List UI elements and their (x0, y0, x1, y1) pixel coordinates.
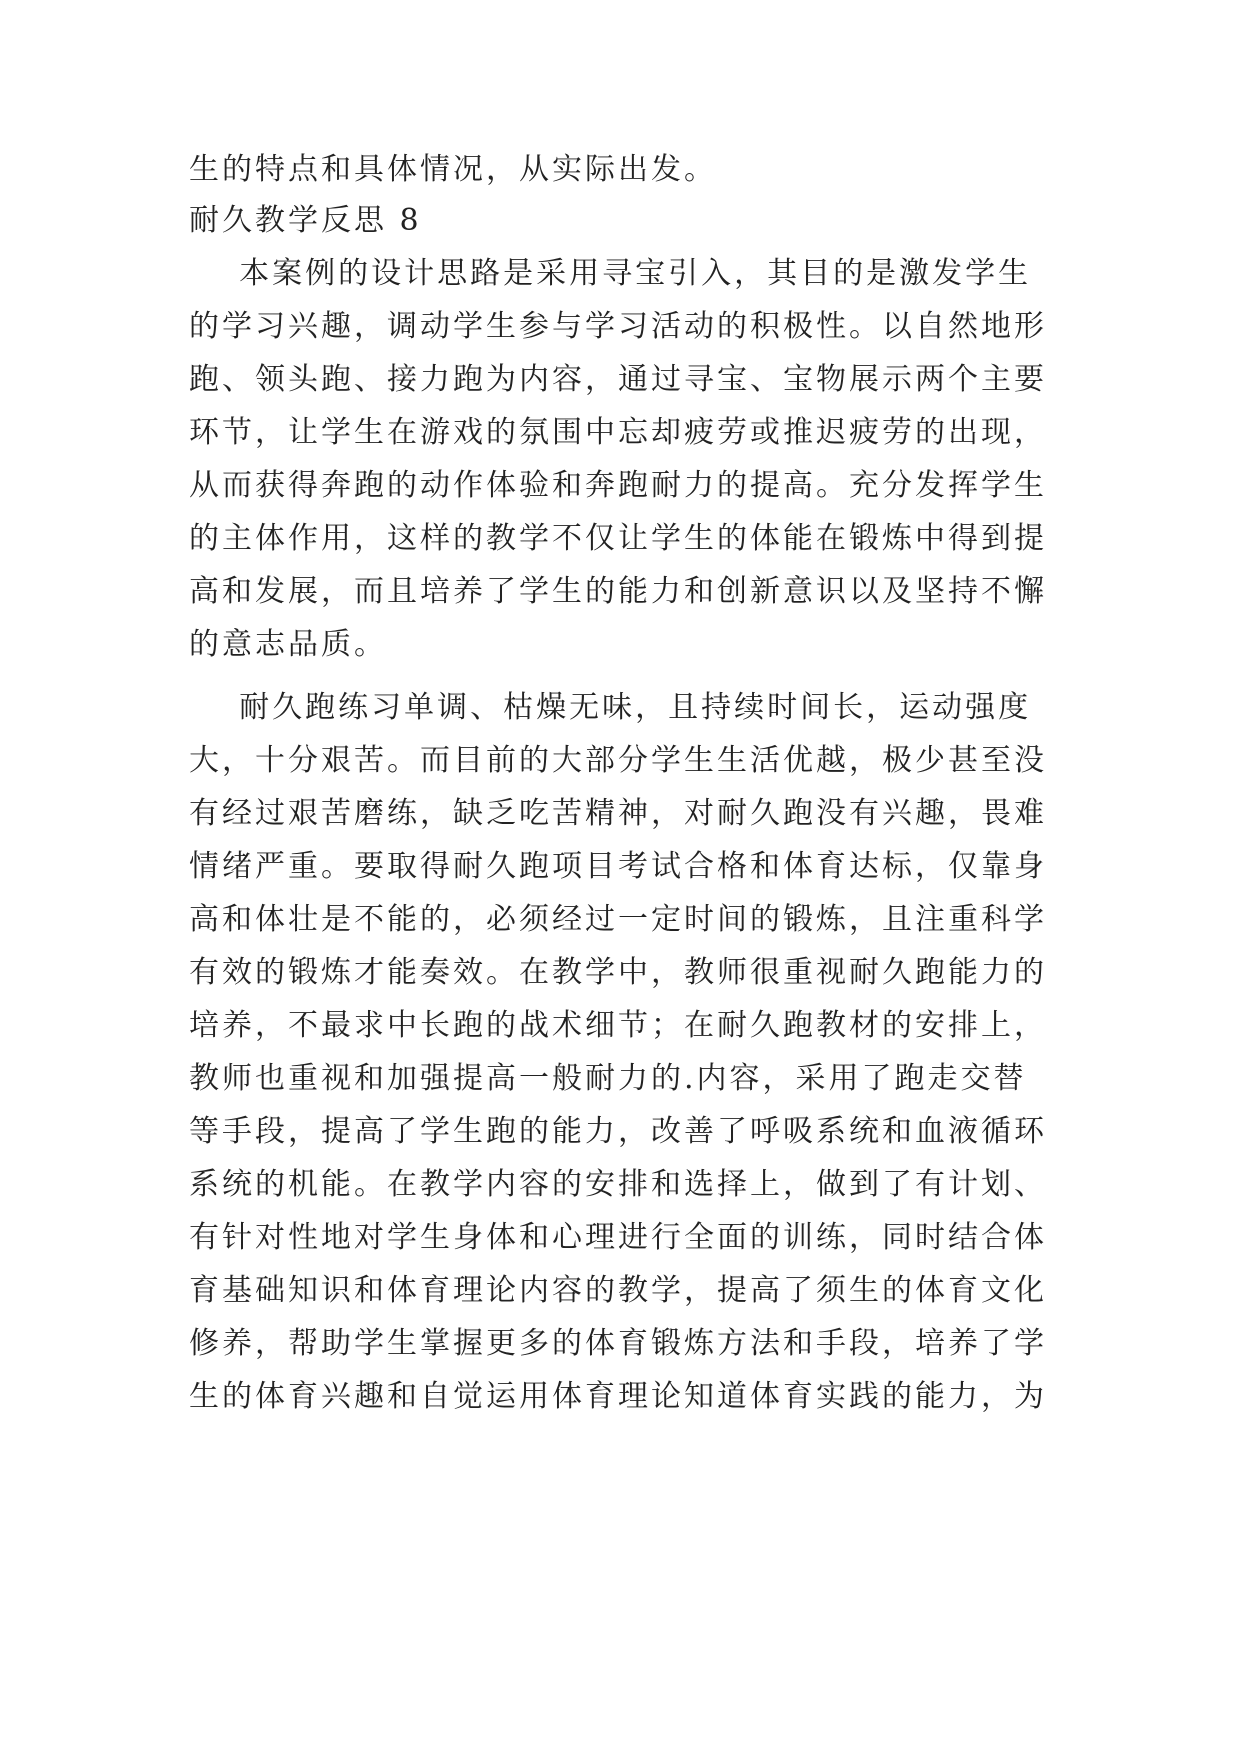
text-line: 有效的锻炼才能奏效。在教学中，教师很重视耐久跑能力的 (189, 955, 1047, 990)
text-line: 生的体育兴趣和自觉运用体育理论知道体育实践的能力，为 (189, 1379, 1047, 1414)
text-line: 系统的机能。在教学内容的安排和选择上，做到了有计划、 (189, 1167, 1047, 1202)
text-line: 从而获得奔跑的动作体验和奔跑耐力的提高。充分发挥学生 (189, 468, 1047, 503)
text-line: 有经过艰苦磨练，缺乏吃苦精神，对耐久跑没有兴趣，畏难 (189, 796, 1047, 831)
text-line: 等手段，提高了学生跑的能力，改善了呼吸系统和血液循环 (189, 1114, 1047, 1149)
text-line: 耐久跑练习单调、枯燥无味，且持续时间长，运动强度 (189, 690, 1032, 725)
text-line: 高和发展，而且培养了学生的能力和创新意识以及坚持不懈 (189, 574, 1047, 609)
text-line: 情绪严重。要取得耐久跑项目考试合格和体育达标，仅靠身 (189, 849, 1047, 884)
text-line: 修养，帮助学生掌握更多的体育锻炼方法和手段，培养了学 (189, 1326, 1047, 1361)
text-line: 跑、领头跑、接力跑为内容，通过寻宝、宝物展示两个主要 (189, 362, 1047, 397)
text-line: 环节，让学生在游戏的氛围中忘却疲劳或推迟疲劳的出现， (189, 415, 1047, 450)
text-line: 教师也重视和加强提高一般耐力的.内容，采用了跑走交替 (189, 1061, 1027, 1096)
text-line: 的意志品质。 (189, 627, 387, 662)
text-line: 的主体作用，这样的教学不仅让学生的体能在锻炼中得到提 (189, 521, 1047, 556)
text-line: 培养，不最求中长跑的战术细节；在耐久跑教材的安排上， (189, 1008, 1047, 1043)
section-heading: 耐久教学反思 8 (189, 203, 422, 238)
text-line: 育基础知识和体育理论内容的教学，提高了须生的体育文化 (189, 1273, 1047, 1308)
text-line: 的学习兴趣，调动学生参与学习活动的积极性。以自然地形 (189, 309, 1047, 344)
text-line: 生的特点和具体情况，从实际出发。 (189, 152, 717, 187)
text-line: 本案例的设计思路是采用寻宝引入，其目的是激发学生 (189, 256, 1032, 291)
text-line: 高和体壮是不能的，必须经过一定时间的锻炼，且注重科学 (189, 902, 1047, 937)
text-line: 大，十分艰苦。而目前的大部分学生生活优越，极少甚至没 (189, 743, 1047, 778)
text-line: 有针对性地对学生身体和心理进行全面的训练，同时结合体 (189, 1220, 1047, 1255)
